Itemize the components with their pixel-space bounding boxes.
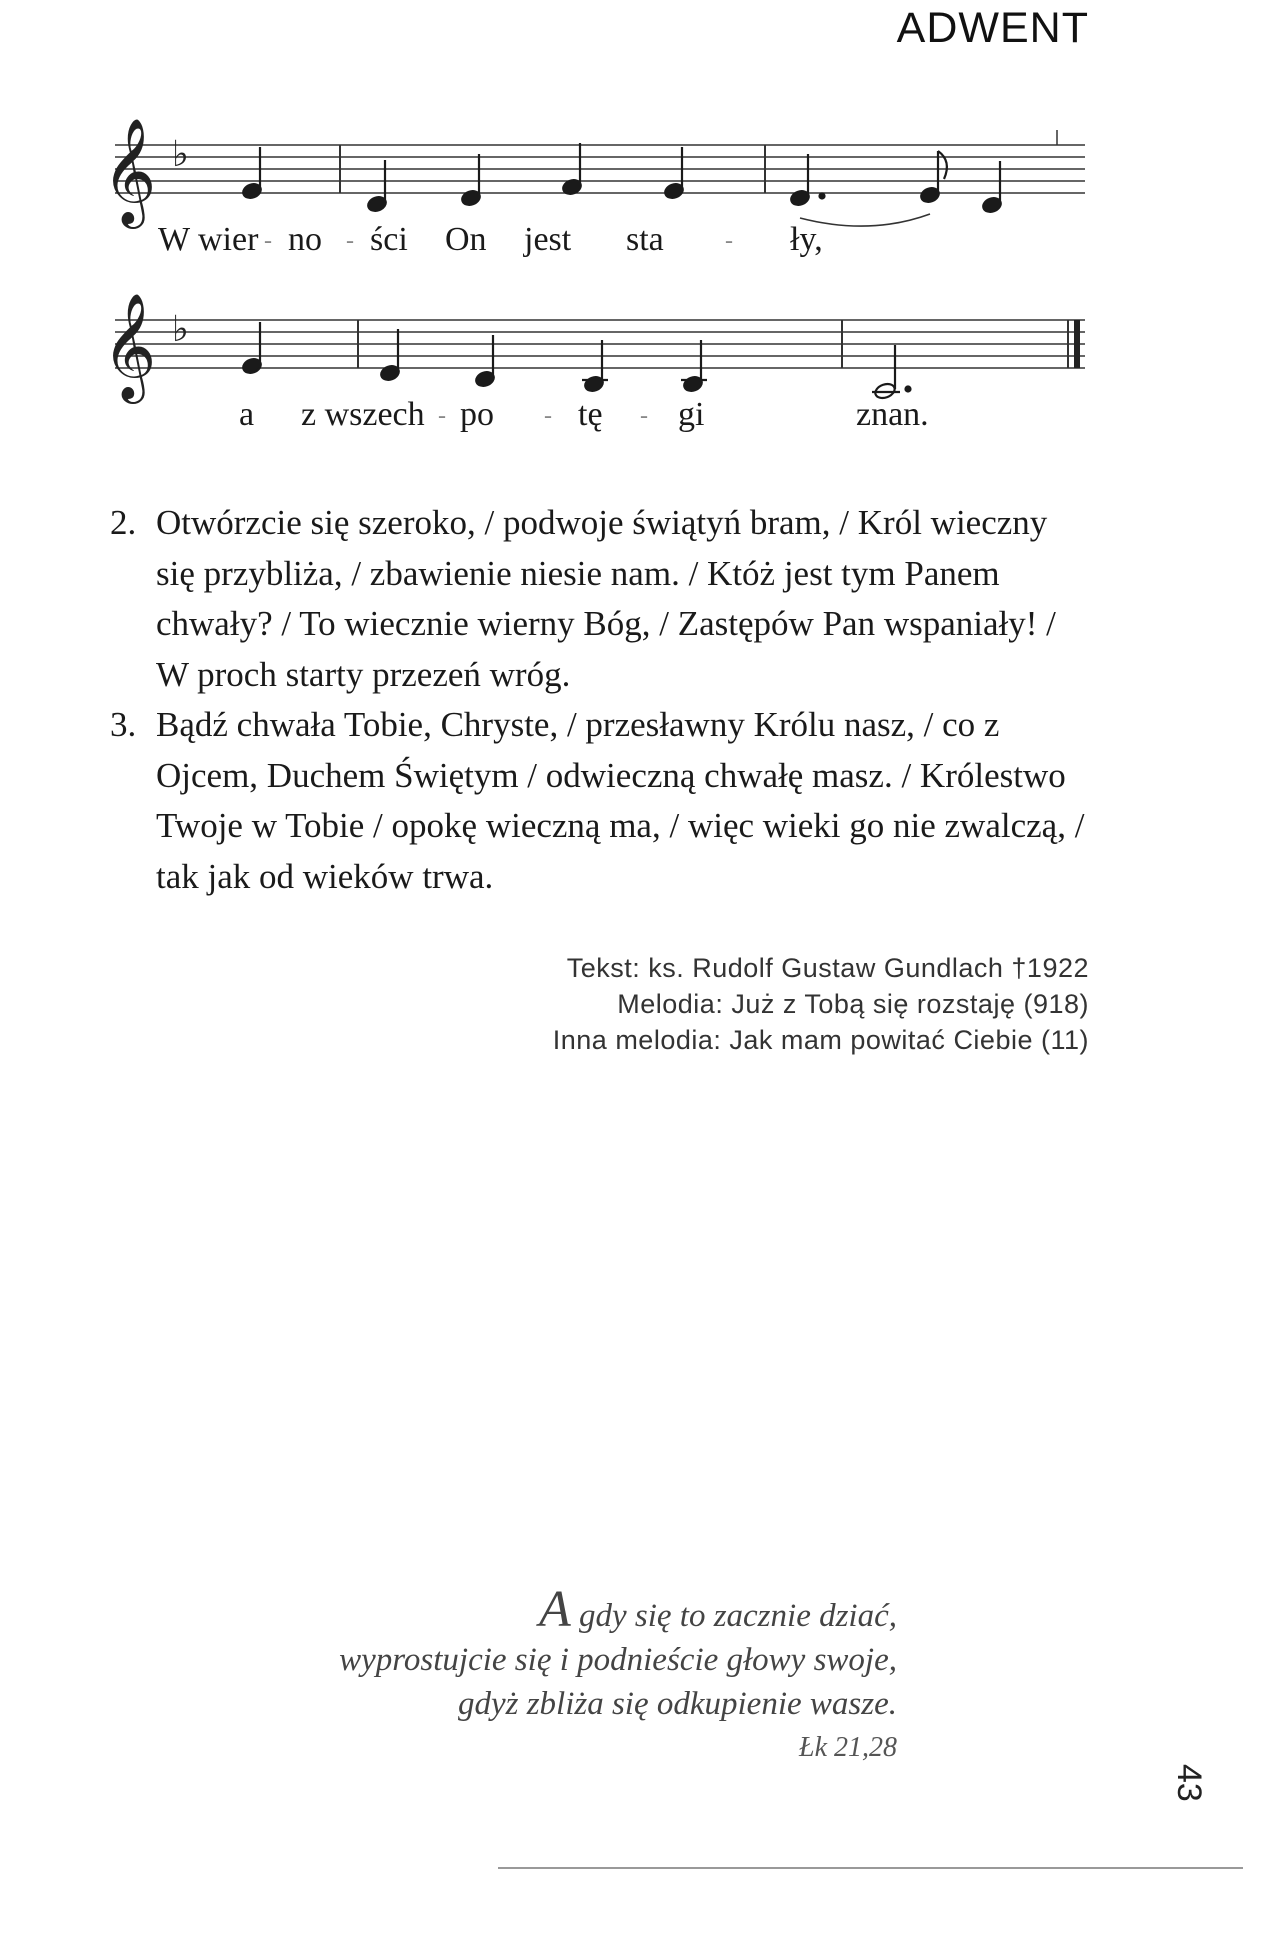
alt-melody-credit: Inna melodia: Jak mam powitać Ciebie (11) — [552, 1025, 1089, 1055]
lyric-hyphen: - — [725, 228, 733, 254]
lyric-syllable: sta — [626, 221, 664, 258]
verse-text: Bądź chwała Tobie, Chryste, / przesławny Królu nasz, / co z Ojcem, Duchem Świętym / odwieczną chwałę masz. / Królestwo Twoje w Tobie / opokę wieczną ma, / więc wieki go nie zwalczą, / tak jak od wieków trwa. — [156, 705, 1085, 896]
quote-line-2: wyprostujcie się i podnieście głowy swoje, — [339, 1642, 897, 1678]
quote-line-1 — [339, 1581, 897, 1638]
bottom-rule — [498, 1867, 1243, 1869]
treble-clef-icon: 𝄞 — [102, 117, 157, 224]
text-credit: Tekst: ks. Rudolf Gustaw Gundlach †1922 — [566, 953, 1089, 983]
lyric-syllable: ły, — [790, 221, 823, 258]
verse-text: Otwórzcie się szeroko, / podwoje świątyń bram, / Król wieczny się przybliża, / zbawienie niesie nam. / Któż jest tym Panem chwały? / To wiecznie wierny Bóg, / Zastępów Pan wspaniały! / W proch starty przezeń wróg. — [156, 503, 1056, 694]
lyric-syllable: po — [460, 396, 494, 433]
lyric-syllable: gi — [678, 396, 705, 433]
treble-clef-icon: 𝄞 — [102, 292, 157, 399]
lyric-syllable: ści — [370, 221, 408, 258]
lyric-syllable: no — [288, 221, 322, 258]
quote-initial: A — [538, 1581, 571, 1638]
quote-line-3: gdyż zbliża się odkupienie wasze. — [457, 1686, 897, 1722]
music-staff-1 — [100, 110, 1090, 260]
lyrics-line-2 — [239, 396, 929, 433]
verse-3 — [110, 700, 1090, 902]
verse-2 — [110, 498, 1090, 700]
lyric-syllable: z wszech — [301, 396, 425, 433]
lyric-hyphen: - — [544, 403, 552, 429]
lyric-syllable: a — [239, 396, 255, 433]
notes — [241, 322, 910, 401]
lyric-syllable: jest — [524, 221, 572, 258]
lyric-syllable: znan. — [856, 396, 929, 433]
notes — [241, 143, 1002, 214]
lyric-syllable: On — [445, 221, 487, 258]
section-title: ADWENT — [896, 4, 1089, 52]
verses — [110, 498, 1090, 902]
melody-credit: Melodia: Już z Tobą się rozstaję (918) — [617, 989, 1089, 1019]
verse-number: 3. — [110, 705, 137, 744]
quote-reference: Łk 21,28 — [799, 1732, 897, 1763]
lyric-hyphen: - — [640, 403, 648, 429]
flat-sign-icon: ♭ — [172, 134, 189, 175]
verse-number: 2. — [110, 503, 137, 542]
lyric-syllable: W wier — [158, 221, 259, 258]
lyrics-line-1 — [158, 221, 823, 258]
flat-sign-icon: ♭ — [172, 309, 189, 350]
lyric-hyphen: - — [438, 403, 446, 429]
scripture-quote — [339, 1581, 897, 1770]
lyric-hyphen: - — [346, 228, 354, 254]
music-staff-2 — [100, 285, 1090, 435]
page-number: 43 — [1170, 1764, 1208, 1802]
quote-line-1-text: gdy się to zacznie dziać, — [570, 1598, 897, 1634]
lyric-hyphen: - — [264, 228, 272, 254]
lyric-syllable: tę — [578, 396, 603, 433]
credits — [553, 950, 1089, 1058]
